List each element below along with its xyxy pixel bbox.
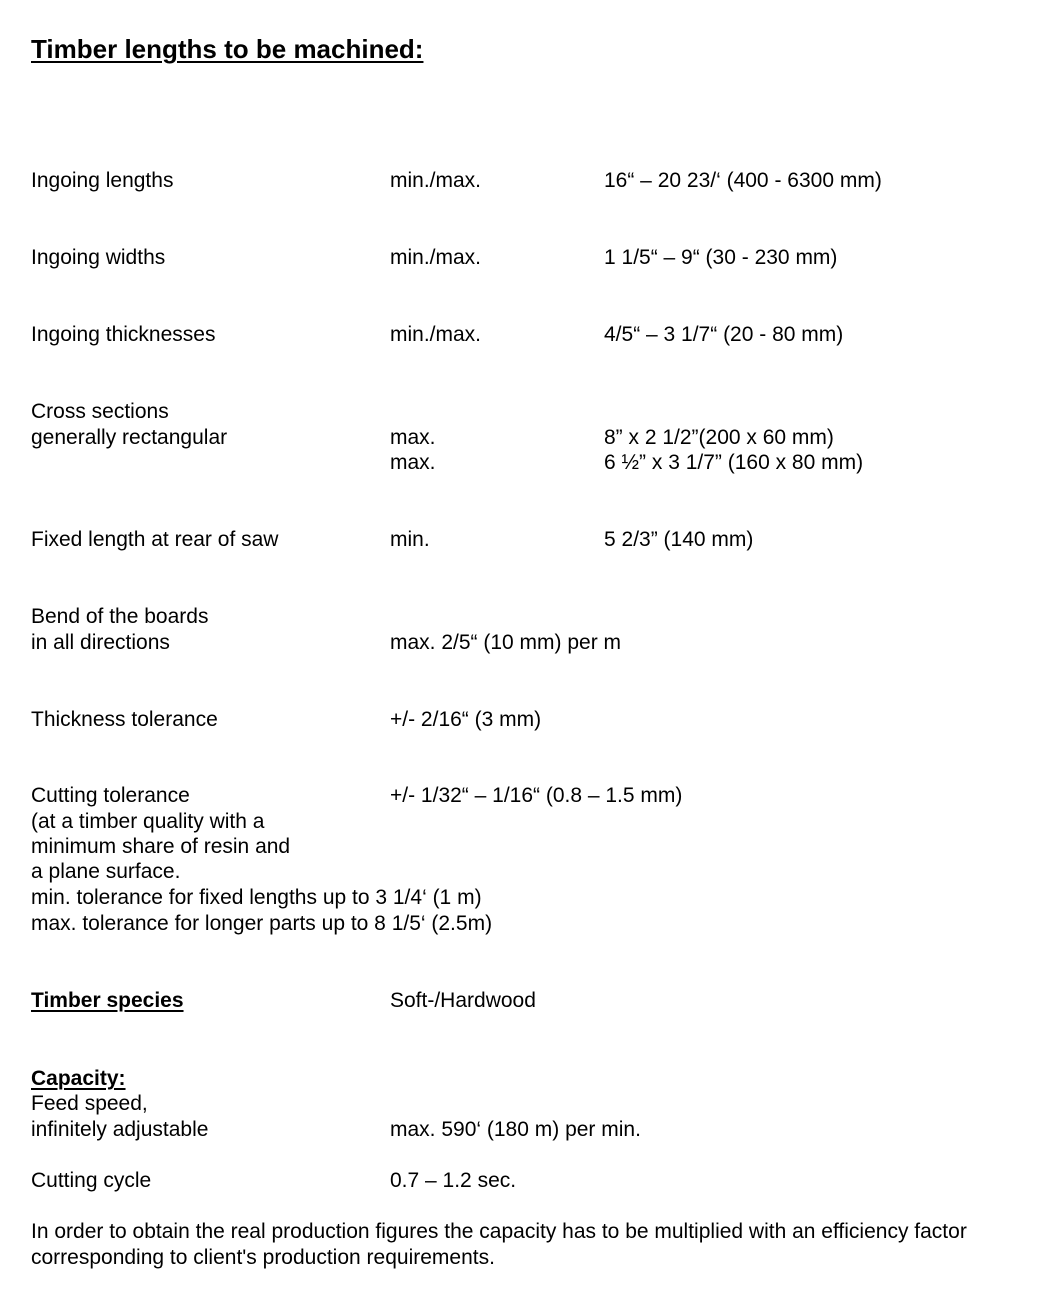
efficiency-note-line-2: corresponding to client's production requirements.: [31, 1246, 495, 1269]
ingoing-widths-value: 1 1/5“ – 9“ (30 - 230 mm): [604, 246, 838, 269]
fixed-length-label: Fixed length at rear of saw: [31, 528, 279, 551]
cutting-tolerance-value: +/- 1/32“ – 1/16“ (0.8 – 1.5 mm): [390, 784, 683, 807]
ingoing-widths-qualifier: min./max.: [390, 246, 482, 269]
cutting-cycle-value: 0.7 – 1.2 sec.: [390, 1169, 517, 1192]
ingoing-widths-label: Ingoing widths: [31, 246, 166, 269]
feed-speed-sublabel: infinitely adjustable: [31, 1118, 209, 1141]
bend-sublabel: in all directions: [31, 631, 170, 654]
thickness-tolerance-label: Thickness tolerance: [31, 708, 218, 731]
cutting-tolerance-note-2: minimum share of resin and: [31, 835, 291, 858]
timber-species-heading: Timber species: [31, 989, 184, 1012]
cross-sections-qualifier-2: max.: [390, 451, 436, 474]
cutting-tolerance-label: Cutting tolerance: [31, 784, 190, 807]
efficiency-note-line-1: In order to obtain the real production figures the capacity has to be multiplied with an efficiency factor: [31, 1220, 967, 1243]
ingoing-lengths-label: Ingoing lengths: [31, 169, 174, 192]
fixed-length-qualifier: min.: [390, 528, 430, 551]
cross-sections-label: Cross sections: [31, 400, 169, 423]
cutting-tolerance-note-4: min. tolerance for fixed lengths up to 3 1/4‘ (1 m): [31, 886, 482, 909]
cutting-cycle-label: Cutting cycle: [31, 1169, 152, 1192]
cutting-tolerance-note-5: max. tolerance for longer parts up to 8 1/5‘ (2.5m): [31, 912, 493, 935]
cross-sections-qualifier-1: max.: [390, 426, 436, 449]
feed-speed-label: Feed speed,: [31, 1092, 148, 1115]
cutting-tolerance-note-1: (at a timber quality with a: [31, 810, 265, 833]
cross-sections-value-2: 6 ½” x 3 1/7” (160 x 80 mm): [604, 451, 864, 474]
ingoing-thicknesses-qualifier: min./max.: [390, 323, 482, 346]
fixed-length-value: 5 2/3” (140 mm): [604, 528, 754, 551]
thickness-tolerance-value: +/- 2/16“ (3 mm): [390, 708, 542, 731]
ingoing-thicknesses-value: 4/5“ – 3 1/7“ (20 - 80 mm): [604, 323, 844, 346]
ingoing-lengths-qualifier: min./max.: [390, 169, 482, 192]
cross-sections-value-1: 8” x 2 1/2”(200 x 60 mm): [604, 426, 834, 449]
capacity-heading: Capacity:: [31, 1067, 126, 1090]
timber-species-value: Soft-/Hardwood: [390, 989, 536, 1012]
page-title: Timber lengths to be machined:: [31, 34, 424, 64]
ingoing-thicknesses-label: Ingoing thicknesses: [31, 323, 216, 346]
ingoing-lengths-value: 16“ – 20 23/‘ (400 - 6300 mm): [604, 169, 882, 192]
cross-sections-sublabel: generally rectangular: [31, 426, 228, 449]
feed-speed-value: max. 590‘ (180 m) per min.: [390, 1118, 641, 1141]
bend-label: Bend of the boards: [31, 605, 209, 628]
cutting-tolerance-note-3: a plane surface.: [31, 860, 181, 883]
bend-value: max. 2/5“ (10 mm) per m: [390, 631, 622, 654]
